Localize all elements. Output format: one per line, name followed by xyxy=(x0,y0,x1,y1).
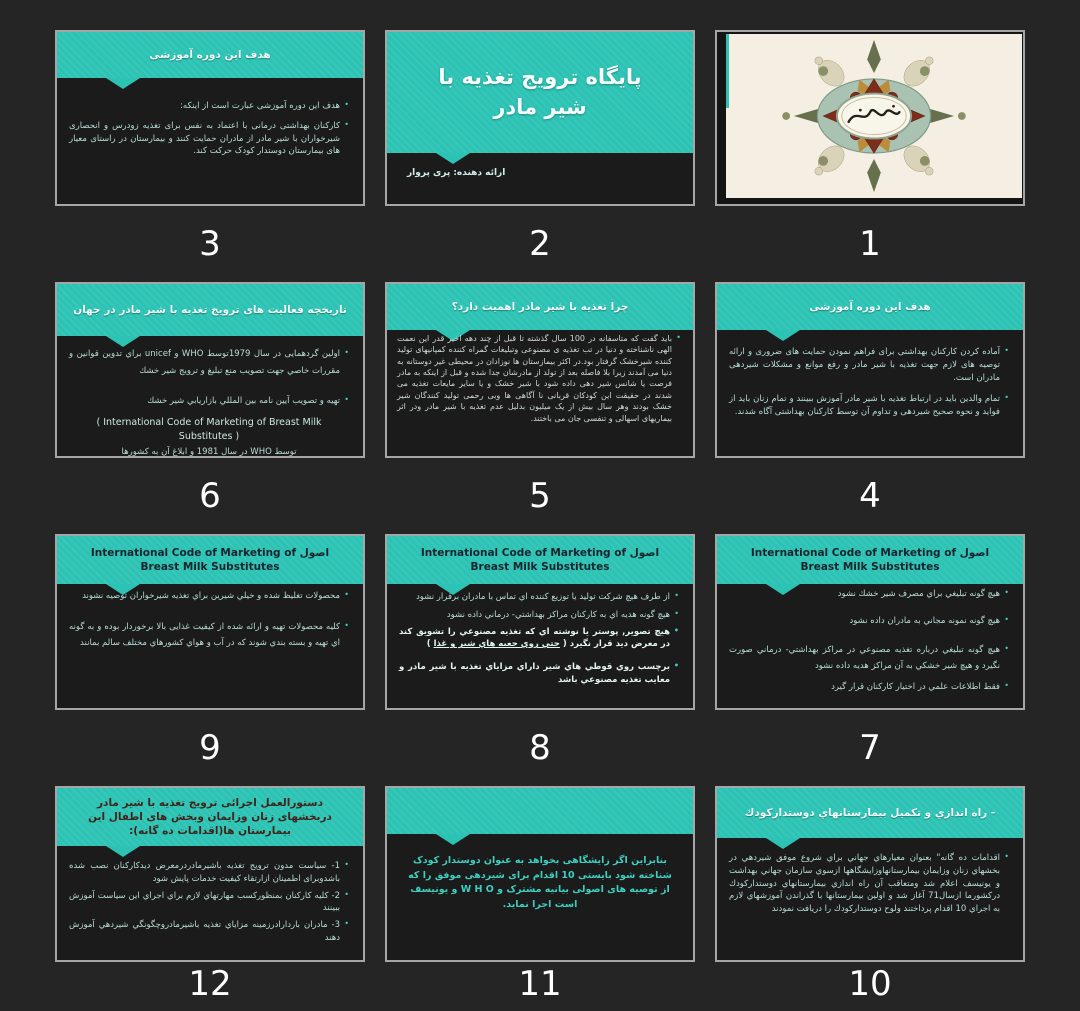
underlined-text: حتي روي جعبه هاي شیر و غذا xyxy=(433,639,560,650)
slide-number-label: 5 xyxy=(529,476,551,516)
slide-cell-2 xyxy=(385,30,695,282)
teal-edge-strip xyxy=(726,34,729,108)
slide-cell-10 xyxy=(715,786,1025,1006)
slide-cell-12 xyxy=(55,786,365,1006)
slide-title: چرا تغذیه با شیر مادر اهمیت دارد؟ xyxy=(451,300,629,313)
bullet-item xyxy=(69,346,349,379)
slide-number-label: 9 xyxy=(199,728,221,768)
latin-code-line: ( International Code of Marketing of Breast Milk Substitutes ) xyxy=(96,416,322,443)
slide-title: هدف این دوره آموزشی xyxy=(149,48,271,61)
slide-number-label: 12 xyxy=(188,964,232,1004)
slide-cell-4 xyxy=(715,282,1025,534)
slide-header xyxy=(57,32,363,78)
bullet-icon: • xyxy=(344,620,349,630)
slide-body xyxy=(57,846,363,945)
bullet-item xyxy=(397,333,681,424)
bullet-text: کلیه محصولات تهیه و ارائه شده از کیفیت غذایی بالا برخوردار بوده و به گونه اي تهیه و بسته بندي شوند که در آب و هواي کشورهاي مختلف سالم بمانند xyxy=(69,621,340,649)
bullet-icon: • xyxy=(344,590,349,599)
bullet-item xyxy=(69,919,349,945)
bullet-text: هیچ تصویر, پوستر یا نوشته اي که تغذیه مصنوعي را تشویق کند در معرض دید قرار نگیرد ( xyxy=(399,626,670,650)
slide-title-line2: Breast Milk Substitutes xyxy=(800,561,940,573)
ornament-panel xyxy=(726,34,1022,198)
bullet-item xyxy=(69,100,349,113)
slide-header xyxy=(717,536,1023,584)
slide-thumbnail-12[interactable] xyxy=(55,786,365,962)
slide-body xyxy=(57,78,363,158)
slide-thumbnail-3[interactable] xyxy=(55,30,365,206)
bullet-item xyxy=(399,626,679,652)
slide-title-line1: اصول International Code of Marketing of xyxy=(90,546,330,559)
slide-thumbnail-9[interactable] xyxy=(55,534,365,710)
bullet-icon: • xyxy=(674,608,679,618)
slide-body xyxy=(387,330,693,424)
slide-title: هدف این دوره آموزشی xyxy=(809,300,931,313)
slide-thumbnail-7[interactable] xyxy=(715,534,1025,710)
slide-header xyxy=(717,284,1023,330)
slide-thumbnail-4[interactable] xyxy=(715,282,1025,458)
slide-number-label: 8 xyxy=(529,728,551,768)
bullet-text: هیچ گونه نمونه مجاني به مادران داده نشود xyxy=(849,615,1000,626)
bullet-text: هیچ گونه تبلیغي درباره تغذیه مصنوعي در مراکز بهداشتي- درماني صورت نگیرد و هیچ شیر خشکي به آن مراکز هدیه داده نشود xyxy=(729,644,1000,672)
paragraph-text: باید گفت که متاسفانه در 100 سال گذشته تا قبل از چند دهه اخیر قدر این نعمت الهی ناشناخته و دنیا در تب تغذیه ی مصنوعی وتبلیغات گمراه کننده کمپانیهای تولید کننده شیرخشک گرفتار بود.در اکثر بیمازستان ها نوزادان در محیطی غیر دوستانه به دنیا می آمدند زیرا بلا فاصله بعد از تولد از مادرشان جدا شده و قبل از اینکه به مادر فرصت یا شانس شیر دهی داده شود با شیر خشک و یا سایر مایعات تغذیه می شدند در حقیقت این کودکان قربانی نا آگاهی ها وبی رحمی تولید کنندگان شیر خشک بودند وهر سال بیش از یک میلیون بدلیل عدم تغذیه با شیر مادر ودر اثر بیماریهای اسهالی و تنفسی جان می باختند. xyxy=(397,334,672,423)
slide-body xyxy=(57,584,363,652)
slide-thumbnail-6[interactable] xyxy=(55,282,365,458)
slide-header xyxy=(57,536,363,584)
slide-number-label: 11 xyxy=(518,964,562,1004)
bullet-item xyxy=(69,395,349,408)
bullet-text: تمام والدین باید در ارتباط تغذیه با شیر مادر آموزش ببینند و تمام زنان باید از فواید و نحوه صحیح شیردهی و تداوم آن توسط کارکنان بهداشتی آگاه شدند. xyxy=(729,394,1000,417)
slide-title: - راه اندازي و تکمیل بیمارستانهاي دوستدارکودك xyxy=(744,806,996,819)
slide-number-label: 1 xyxy=(859,224,881,264)
bullet-text: کارکنان بهداشتی درمانی با اعتماد به نفس برای تغذیه زودرس و انحصاری شیرخواران با شیر مادر از مادران حمایت کنند و بیمارستان در راستای معیار های بیمارستان دوستدار کودک حرکت کند. xyxy=(69,120,340,157)
slide-thumbnail-1[interactable] xyxy=(715,30,1025,206)
slide-header xyxy=(387,536,693,584)
bullet-icon: • xyxy=(1004,588,1009,597)
bullet-icon: • xyxy=(344,348,349,357)
slide-title-line1: اصول International Code of Marketing of xyxy=(420,546,660,559)
slide-header xyxy=(387,788,693,834)
slide-body xyxy=(387,584,693,687)
bullet-icon: • xyxy=(674,591,679,600)
persian-ornament-image xyxy=(726,34,1022,198)
slide-number-label: 6 xyxy=(199,476,221,516)
bullet-item xyxy=(69,619,349,652)
paragraph-text: اقدامات ده گانه" بعنوان معیارهاي جهاني براي شروع موفق شیردهي در بخشهاي زنان وزایمان بیمارستانهاوزایشگاهها ازسوي سازمان جهاني بهداشت و یونیسف اعلام شد ومتعاقب آن راه اندازي بیمارستانهاي دوستدارکودك درکشورما ازسال71 آغاز شد و اولین بیمارستانها با گذراندن آموزشهاي لازم به اجراي 10 اقدام پرداختند ولوح دوستدارکودك را دریافت نمودند xyxy=(729,853,1000,914)
slide-title-line1: اصول International Code of Marketing of xyxy=(750,546,990,559)
bullet-text: 2- کلیه کارکنان بمنظورکسب مهارتهاي لازم براي اجراي این سیاست آموزش ببینند xyxy=(69,890,340,914)
bullet-text: هیچ گونه هدیه اي به کارکنان مراکز بهداشتي- درماني داده نشود xyxy=(446,609,670,620)
slide-cell-1 xyxy=(715,30,1025,282)
bullet-text-end: ) xyxy=(426,639,434,650)
bullet-icon: • xyxy=(1004,393,1009,403)
slide-title-line2: Breast Milk Substitutes xyxy=(140,561,280,573)
slide-number-label: 2 xyxy=(529,224,551,264)
bullet-icon: • xyxy=(1004,680,1009,690)
bullet-text: فقط اطلاعات علمي در اختیار کارکنان قرار گیرد xyxy=(831,681,1000,692)
slide-body xyxy=(57,336,363,458)
slide-thumbnail-5[interactable] xyxy=(385,282,695,458)
bullet-item xyxy=(69,120,349,158)
slide-number-label: 7 xyxy=(859,728,881,768)
bullet-item xyxy=(729,346,1009,384)
bullet-text: هدف این دوره آموزشی عبارت است از اینکه: xyxy=(180,101,340,111)
bullet-item xyxy=(729,615,1009,628)
bullet-icon: • xyxy=(344,119,349,129)
slide-cell-11 xyxy=(385,786,695,1006)
bullet-item xyxy=(729,642,1009,675)
bullet-text: برچسب روي قوطي هاي شیر داراي مزایاي تغذیه با شیر مادر و معایب تغذیه مصنوعي باشد xyxy=(399,662,670,685)
bullet-text: اولین گردهمایی در سال 1979توسط WHO و unicef براي تدوین قوانین و مقررات خاصي جهت تصویب منع تبلیغ و ترویج شیر خشك xyxy=(69,349,341,376)
slide-thumbnail-10[interactable] xyxy=(715,786,1025,962)
slide-number-label: 10 xyxy=(848,964,892,1004)
bullet-icon: • xyxy=(673,661,679,670)
slide-body xyxy=(717,330,1023,419)
bullet-item xyxy=(729,852,1009,916)
slide-cell-9 xyxy=(55,534,365,786)
slide-number-label: 4 xyxy=(859,476,881,516)
closing-line: توسط WHO در سال 1981 و ابلاغ آن به کشورها xyxy=(121,447,297,458)
bullet-item xyxy=(729,588,1009,601)
statement-text: بنابراین اگر زایشگاهی بخواهد به عنوان دوستدار کودک شناخته شود بایستی 10 اقدام برای شیردهی موفق را که از توصیه های اصولی بیانیه مشترک و W H O و یونیسف است اجرا نماید. xyxy=(408,855,672,911)
bullet-text: از طرف هیچ شرکت تولید یا توزیع کننده اي تماس با مادران برقرار نشود xyxy=(415,592,670,602)
bullet-item xyxy=(399,661,679,687)
bullet-icon: • xyxy=(676,333,681,342)
slide-cell-7 xyxy=(715,534,1025,786)
slide-cell-8 xyxy=(385,534,695,786)
bullet-icon: • xyxy=(1004,614,1009,624)
bullet-icon: • xyxy=(1004,643,1009,653)
slide-cell-5 xyxy=(385,282,695,534)
bullet-icon: • xyxy=(1004,852,1009,861)
bullet-item xyxy=(69,860,349,886)
slide-cell-3 xyxy=(55,30,365,282)
slide-title-line2: Breast Milk Substitutes xyxy=(470,561,610,573)
bullet-icon: • xyxy=(1004,346,1009,355)
slide-header xyxy=(717,788,1023,838)
slide-thumbnail-2[interactable] xyxy=(385,30,695,206)
bullet-icon: • xyxy=(344,100,349,109)
bullet-item xyxy=(729,681,1009,694)
bullet-text: محصولات تغلیظ شده و خیلي شیرین براي تغذیه شیرخواران توصیه نشوند xyxy=(82,591,340,601)
slide-thumbnail-8[interactable] xyxy=(385,534,695,710)
bullet-icon: • xyxy=(344,889,349,899)
slide-header xyxy=(57,788,363,846)
slide-title: تاریخچه فعالیت های ترویج تغذیه با شیر مادر در جهان xyxy=(73,303,347,316)
bullet-icon: • xyxy=(344,860,349,869)
slide-title: دستورالعمل اجرائی ترویج تغذیه با شیر مادر دربخشهای زنان وزایمان وبخش های اطفال این بیمارستان ها(اقدامات ده گانه): xyxy=(88,796,332,838)
bullet-icon: • xyxy=(673,625,679,635)
bullet-item xyxy=(399,591,679,604)
title-slide-header xyxy=(387,32,693,153)
slide-cell-6 xyxy=(55,282,365,534)
bullet-item xyxy=(399,609,679,622)
slide-thumbnail-11[interactable] xyxy=(385,786,695,962)
bullet-text: 1- سیاست مدون ترویج تغذیه باشیرمادردرمعرض دیدکارکنان نصب شده باشدوبرای اطمینان ازارتقاء کیفیت خدمات پایش شود xyxy=(69,861,340,884)
slide-header xyxy=(387,284,693,330)
slide-header xyxy=(57,284,363,336)
bullet-icon: • xyxy=(344,919,349,928)
bullet-text: 3- مادران باردارادرزمینه مزایاي تغذیه باشیرمادروچگونگي شیردهي آموزش دهند xyxy=(69,920,340,943)
bullet-item xyxy=(69,590,349,603)
bullet-text: هیچ گونه تبلیغي براي مصرف شیر خشك نشود xyxy=(837,589,1000,599)
bullet-text: تهیه و تصویب آیین نامه بین المللي بازاریابي شیر خشك xyxy=(147,396,340,407)
slide-body xyxy=(717,838,1023,916)
presentation-title: پایگاه ترویج تغذیه با شیر مادر xyxy=(438,65,642,119)
slide-body xyxy=(717,584,1023,693)
presenter-label: ارائه دهنده: پری پروار xyxy=(407,168,506,178)
bullet-icon: • xyxy=(344,395,349,405)
slide-number-label: 3 xyxy=(199,224,221,264)
bullet-item xyxy=(729,393,1009,419)
bullet-item xyxy=(69,890,349,916)
bullet-text: آماده کردن کارکنان بهداشتی برای فراهم نمودن حمایت های ضروری و ارائه توصیه های لازم جهت تغذیه با شیر مادر و رفع موانع و مشکلات شیردهی مادران است. xyxy=(729,347,1000,383)
